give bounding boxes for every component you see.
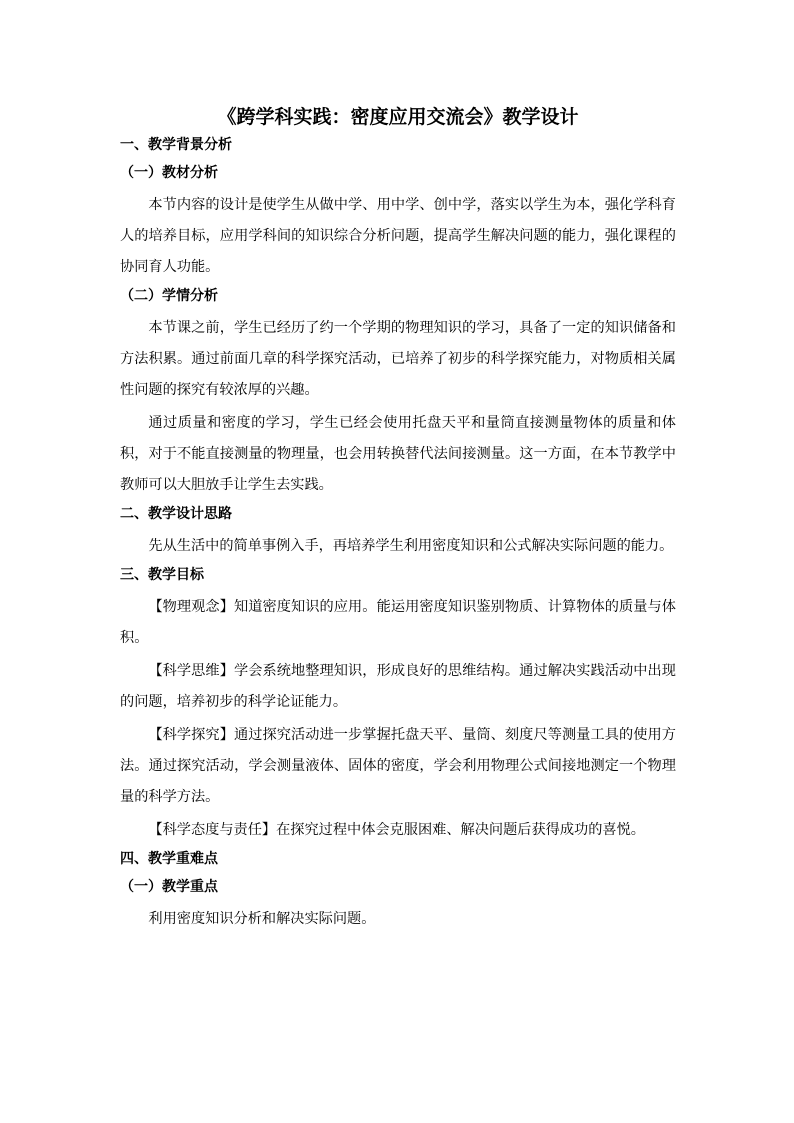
paragraph-goal-attitude-responsibility: 【科学态度与责任】在探究过程中体会克服困难、解决问题后获得成功的喜悦。 bbox=[148, 822, 645, 838]
paragraph-students-2: 通过质量和密度的学习，学生已经会使用托盘天平和量筒直接测量物体的质量和体积，对于不能直接测量的物理量，也会用转换替代法间接测量。这一方面，在本节教学中教师可以大胆放手让学生去实践。 bbox=[120, 415, 676, 493]
document-page bbox=[120, 104, 676, 937]
document-title: 《跨学科实践：密度应用交流会》教学设计 bbox=[217, 106, 579, 128]
section-heading-keypoints: 四、教学重难点 bbox=[120, 851, 218, 867]
section-heading-background: 一、教学背景分析 bbox=[120, 137, 232, 153]
section-heading-goals: 三、教学目标 bbox=[120, 567, 204, 583]
paragraph-goal-scientific-thinking: 【科学思维】学会系统地整理知识，形成良好的思维结构。通过解决实践活动中出现的问题，培养初步的科学论证能力。 bbox=[120, 663, 676, 710]
section-heading-design: 二、教学设计思路 bbox=[120, 506, 232, 522]
paragraph-focus: 利用密度知识分析和解决实际问题。 bbox=[148, 911, 376, 927]
paragraph-design: 先从生活中的简单事例入手，再培养学生利用密度知识和公式解决实际问题的能力。 bbox=[148, 538, 674, 554]
paragraph-goal-physics-concept: 【物理观念】知道密度知识的应用。能运用密度知识鉴别物质、计算物体的质量与体积。 bbox=[120, 599, 676, 646]
paragraph-goal-scientific-inquiry: 【科学探究】通过探究活动进一步掌握托盘天平、量筒、刻度尺等测量工具的使用方法。通过探究活动，学会测量液体、固体的密度，学会利用物理公式间接地测定一个物理量的科学方法。 bbox=[120, 727, 676, 805]
paragraph-material: 本节内容的设计是使学生从做中学、用中学、创中学，落实以学生为本，强化学科育人的培养目标，应用学科间的知识综合分析问题，提高学生解决问题的能力，强化课程的协同育人功能。 bbox=[120, 197, 676, 275]
subsection-heading-focus: （一）教学重点 bbox=[120, 879, 218, 895]
subsection-heading-material: （一）教材分析 bbox=[120, 165, 218, 181]
paragraph-students-1: 本节课之前，学生已经历了约一个学期的物理知识的学习，具备了一定的知识储备和方法积累。通过前面几章的科学探究活动，已培养了初步的科学探究能力，对物质相关属性问题的探究有较浓厚的兴趣。 bbox=[120, 320, 676, 398]
subsection-heading-students: （二）学情分析 bbox=[120, 288, 218, 304]
